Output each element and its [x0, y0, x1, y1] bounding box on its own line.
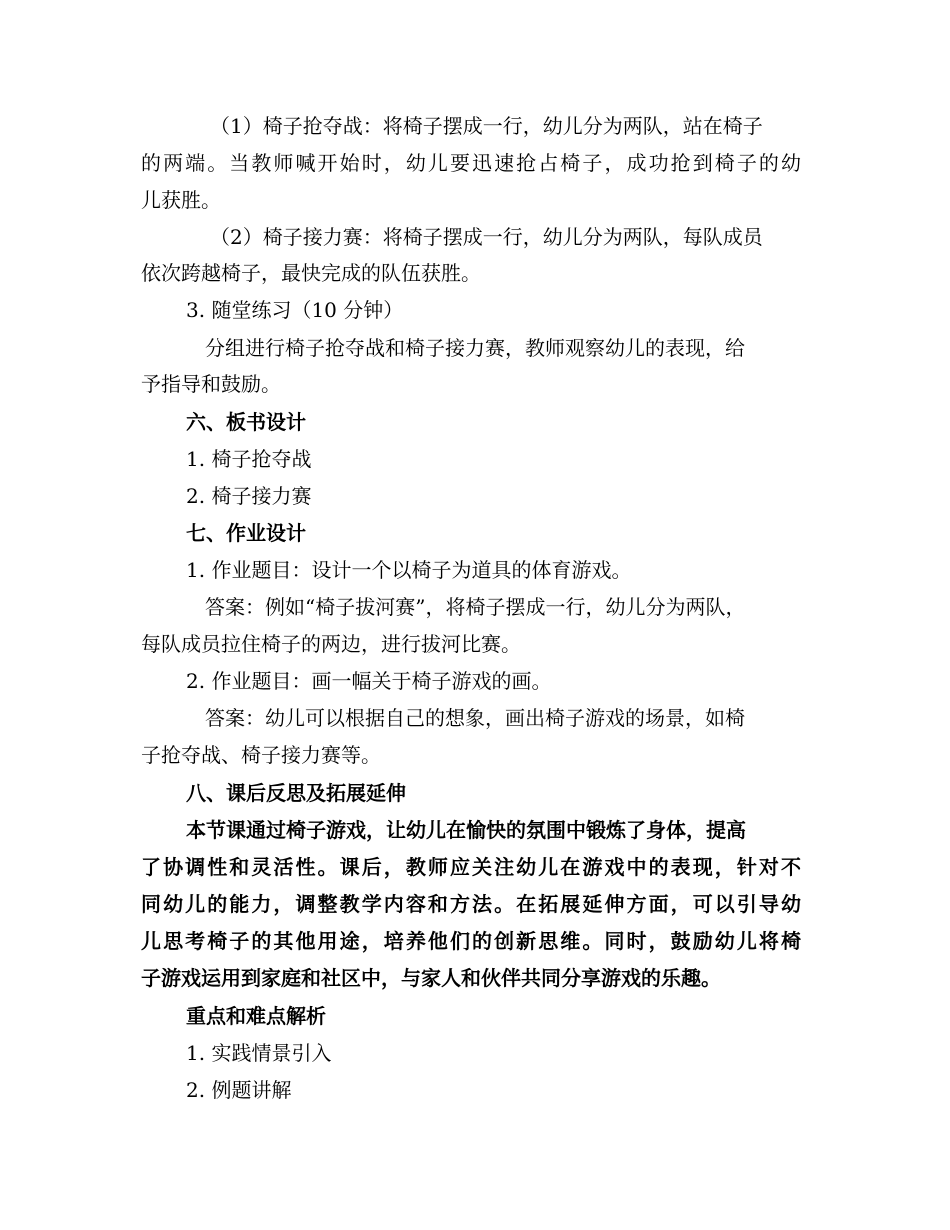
section-heading: 八、课后反思及拓展延伸	[186, 781, 406, 805]
list-item: 3. 随堂练习（10 分钟）	[186, 298, 404, 322]
list-item: 2. 椅子接力赛	[186, 484, 312, 508]
section-heading: 七、作业设计	[186, 521, 306, 545]
list-item: 1. 实践情景引入	[186, 1041, 332, 1065]
list-item: 2. 例题讲解	[186, 1078, 292, 1102]
paragraph-line: 儿思考椅子的其他用途，培养他们的创新思维。同时，鼓励幼儿将椅	[141, 929, 801, 953]
paragraph-line: 同幼儿的能力，调整教学内容和方法。在拓展延伸方面，可以引导幼	[141, 892, 801, 916]
list-item: 1. 作业题目：设计一个以椅子为道具的体育游戏。	[186, 558, 632, 582]
paragraph-line: （1）椅子抢夺战：将椅子摆成一行，幼儿分为两队，站在椅子	[210, 114, 763, 138]
section-heading: 六、板书设计	[186, 410, 306, 434]
paragraph-line: 儿获胜。	[141, 188, 221, 212]
paragraph-line: 子抢夺战、椅子接力赛等。	[141, 743, 381, 767]
paragraph-line: 依次跨越椅子，最快完成的队伍获胜。	[141, 261, 481, 285]
paragraph-line: 本节课通过椅子游戏，让幼儿在愉快的氛围中锻炼了身体，提高	[186, 818, 746, 842]
list-item: 2. 作业题目：画一幅关于椅子游戏的画。	[186, 669, 552, 693]
paragraph-line: 每队成员拉住椅子的两边，进行拔河比赛。	[141, 632, 521, 656]
paragraph-line: 答案：例如“椅子拔河赛”，将椅子摆成一行，幼儿分为两队，	[205, 595, 746, 619]
section-heading: 重点和难点解析	[186, 1004, 326, 1028]
paragraph-line: 答案：幼儿可以根据自己的想象，画出椅子游戏的场景，如椅	[205, 706, 745, 730]
paragraph-line: 了协调性和灵活性。课后，教师应关注幼儿在游戏中的表现，针对不	[141, 855, 801, 879]
paragraph-line: 子游戏运用到家庭和社区中，与家人和伙伴共同分享游戏的乐趣。	[141, 966, 721, 990]
paragraph-line: 分组进行椅子抢夺战和椅子接力赛，教师观察幼儿的表现，给	[205, 336, 745, 360]
paragraph-line: （2）椅子接力赛：将椅子摆成一行，幼儿分为两队，每队成员	[210, 225, 763, 249]
paragraph-line: 予指导和鼓励。	[141, 372, 281, 396]
paragraph-line: 的两端。当教师喊开始时，幼儿要迅速抢占椅子，成功抢到椅子的幼	[141, 151, 801, 175]
list-item: 1. 椅子抢夺战	[186, 447, 312, 471]
